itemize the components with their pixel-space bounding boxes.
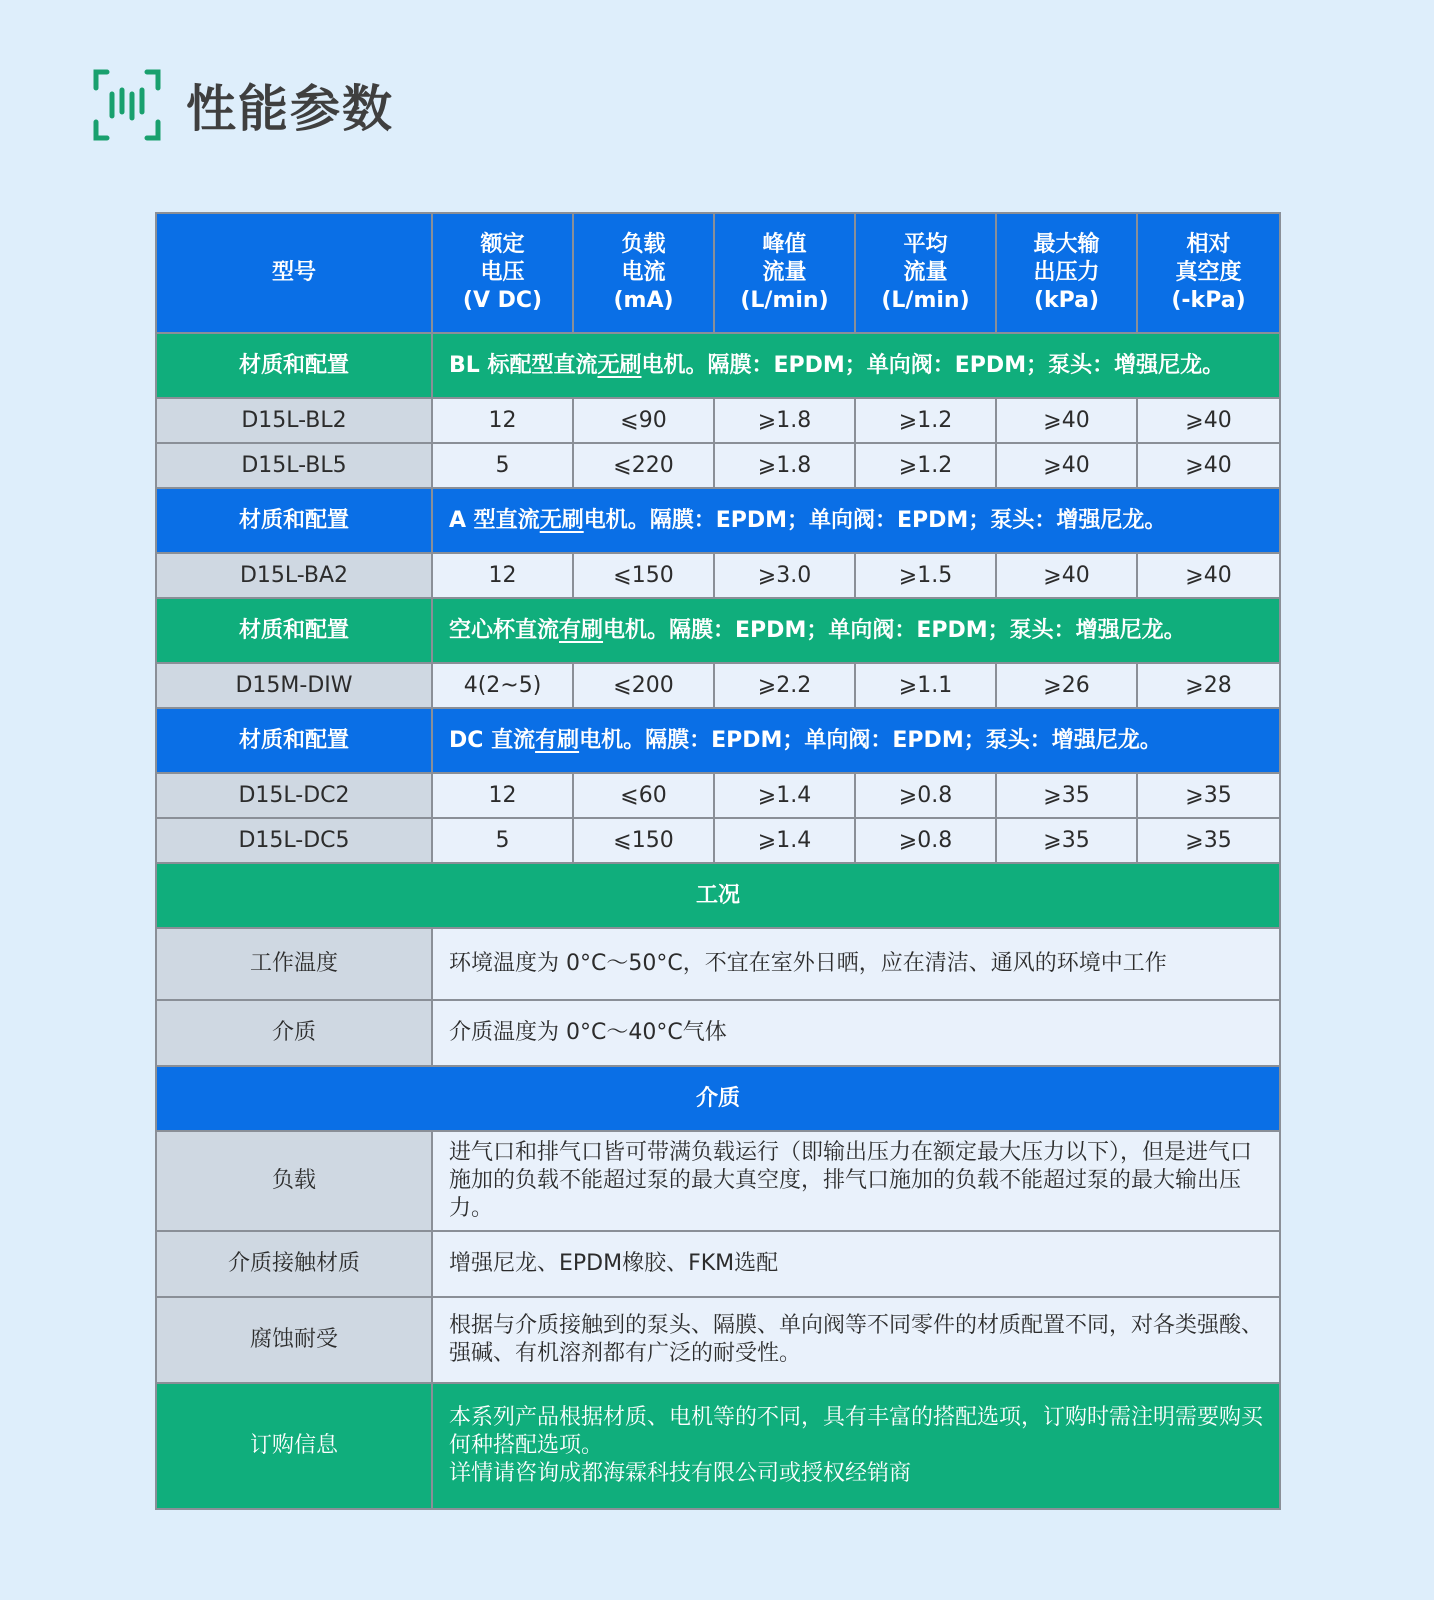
config-label: 材质和配置 [156,333,432,398]
avg-flow-cell: ⩾0.8 [855,818,996,863]
config-label: 材质和配置 [156,708,432,773]
config-row-diw [156,598,1280,663]
vacuum-cell: ⩾35 [1137,773,1280,818]
current-cell: ⩽150 [573,818,714,863]
info-row-load [156,1131,1280,1231]
column-header-vacuum: 相对 真空度 (-kPa) [1137,213,1280,333]
column-header-current: 负载 电流 (mA) [573,213,714,333]
voltage-cell: 12 [432,398,573,443]
config-description: DC 直流有刷电机。隔膜：EPDM；单向阀：EPDM；泵头：增强尼龙。 [432,708,1280,773]
info-label: 介质 [156,1000,432,1066]
order-info-line: 本系列产品根据材质、电机等的不同，具有丰富的搭配选项，订购时需注明需要购买何种搭配选项。 [449,1405,1264,1458]
section-heading-conditions [156,863,1280,928]
table-row [156,773,1280,818]
info-label: 介质接触材质 [156,1231,432,1297]
max-pressure-cell: ⩾35 [996,818,1137,863]
page-title: 性能参数 [186,80,394,138]
column-header-max-pressure: 最大输 出压力 (kPa) [996,213,1137,333]
order-info-text [432,1383,1280,1509]
max-pressure-cell: ⩾35 [996,773,1137,818]
section-title: 工况 [156,863,1280,928]
table-row [156,443,1280,488]
peak-flow-cell: ⩾2.2 [714,663,855,708]
table-row [156,398,1280,443]
max-pressure-cell: ⩾40 [996,553,1137,598]
model-cell: D15L-BL2 [156,398,432,443]
info-row-medium-temp [156,1000,1280,1066]
voltage-cell: 5 [432,443,573,488]
config-description: 空心杯直流有刷电机。隔膜：EPDM；单向阀：EPDM；泵头：增强尼龙。 [432,598,1280,663]
avg-flow-cell: ⩾1.5 [855,553,996,598]
table-row [156,663,1280,708]
info-label: 工作温度 [156,928,432,1000]
avg-flow-cell: ⩾1.2 [855,443,996,488]
max-pressure-cell: ⩾40 [996,398,1137,443]
model-cell: D15L-BA2 [156,553,432,598]
voltage-cell: 12 [432,773,573,818]
order-info-label: 订购信息 [156,1383,432,1509]
current-cell: ⩽150 [573,553,714,598]
peak-flow-cell: ⩾1.8 [714,398,855,443]
info-label: 腐蚀耐受 [156,1297,432,1383]
section-heading-medium [156,1066,1280,1131]
page-header [90,68,394,142]
model-cell: D15L-DC2 [156,773,432,818]
info-text: 环境温度为 0°C～50°C，不宜在室外日晒，应在清洁、通风的环境中工作 [432,928,1280,1000]
vacuum-cell: ⩾28 [1137,663,1280,708]
voltage-cell: 12 [432,553,573,598]
avg-flow-cell: ⩾1.2 [855,398,996,443]
column-header-peak-flow: 峰值 流量 (L/min) [714,213,855,333]
vacuum-cell: ⩾40 [1137,553,1280,598]
section-title: 介质 [156,1066,1280,1131]
column-header-model: 型号 [156,213,432,333]
order-info-line: 详情请咨询成都海霖科技有限公司或授权经销商 [449,1461,912,1486]
table-header-row [156,213,1280,333]
info-row-contact-material [156,1231,1280,1297]
info-text: 进气口和排气口皆可带满负载运行（即输出压力在额定最大压力以下），但是进气口施加的负载不能超过泵的最大真空度，排气口施加的负载不能超过泵的最大输出压力。 [432,1131,1280,1231]
spec-table [155,212,1281,1510]
voltage-cell: 5 [432,818,573,863]
avg-flow-cell: ⩾0.8 [855,773,996,818]
config-row-dc [156,708,1280,773]
info-text: 根据与介质接触到的泵头、隔膜、单向阀等不同零件的材质配置不同，对各类强酸、强碱、有机溶剂都有广泛的耐受性。 [432,1297,1280,1383]
current-cell: ⩽60 [573,773,714,818]
barcode-scan-icon [90,68,164,142]
voltage-cell: 4(2~5) [432,663,573,708]
info-text: 增强尼龙、EPDM橡胶、FKM选配 [432,1231,1280,1297]
column-header-avg-flow: 平均 流量 (L/min) [855,213,996,333]
current-cell: ⩽200 [573,663,714,708]
config-row-ba [156,488,1280,553]
config-description: BL 标配型直流无刷电机。隔膜：EPDM；单向阀：EPDM；泵头：增强尼龙。 [432,333,1280,398]
peak-flow-cell: ⩾1.4 [714,818,855,863]
config-row-bl [156,333,1280,398]
config-label: 材质和配置 [156,488,432,553]
order-info-row [156,1383,1280,1509]
config-label: 材质和配置 [156,598,432,663]
vacuum-cell: ⩾35 [1137,818,1280,863]
vacuum-cell: ⩾40 [1137,443,1280,488]
vacuum-cell: ⩾40 [1137,398,1280,443]
current-cell: ⩽220 [573,443,714,488]
table-row [156,553,1280,598]
config-description: A 型直流无刷电机。隔膜：EPDM；单向阀：EPDM；泵头：增强尼龙。 [432,488,1280,553]
max-pressure-cell: ⩾26 [996,663,1137,708]
max-pressure-cell: ⩾40 [996,443,1137,488]
info-row-corrosion [156,1297,1280,1383]
info-label: 负载 [156,1131,432,1231]
model-cell: D15L-BL5 [156,443,432,488]
avg-flow-cell: ⩾1.1 [855,663,996,708]
model-cell: D15L-DC5 [156,818,432,863]
table-row [156,818,1280,863]
info-text: 介质温度为 0°C～40°C气体 [432,1000,1280,1066]
current-cell: ⩽90 [573,398,714,443]
model-cell: D15M-DIW [156,663,432,708]
column-header-voltage: 额定 电压 (V DC) [432,213,573,333]
peak-flow-cell: ⩾3.0 [714,553,855,598]
peak-flow-cell: ⩾1.8 [714,443,855,488]
info-row-working-temp [156,928,1280,1000]
peak-flow-cell: ⩾1.4 [714,773,855,818]
